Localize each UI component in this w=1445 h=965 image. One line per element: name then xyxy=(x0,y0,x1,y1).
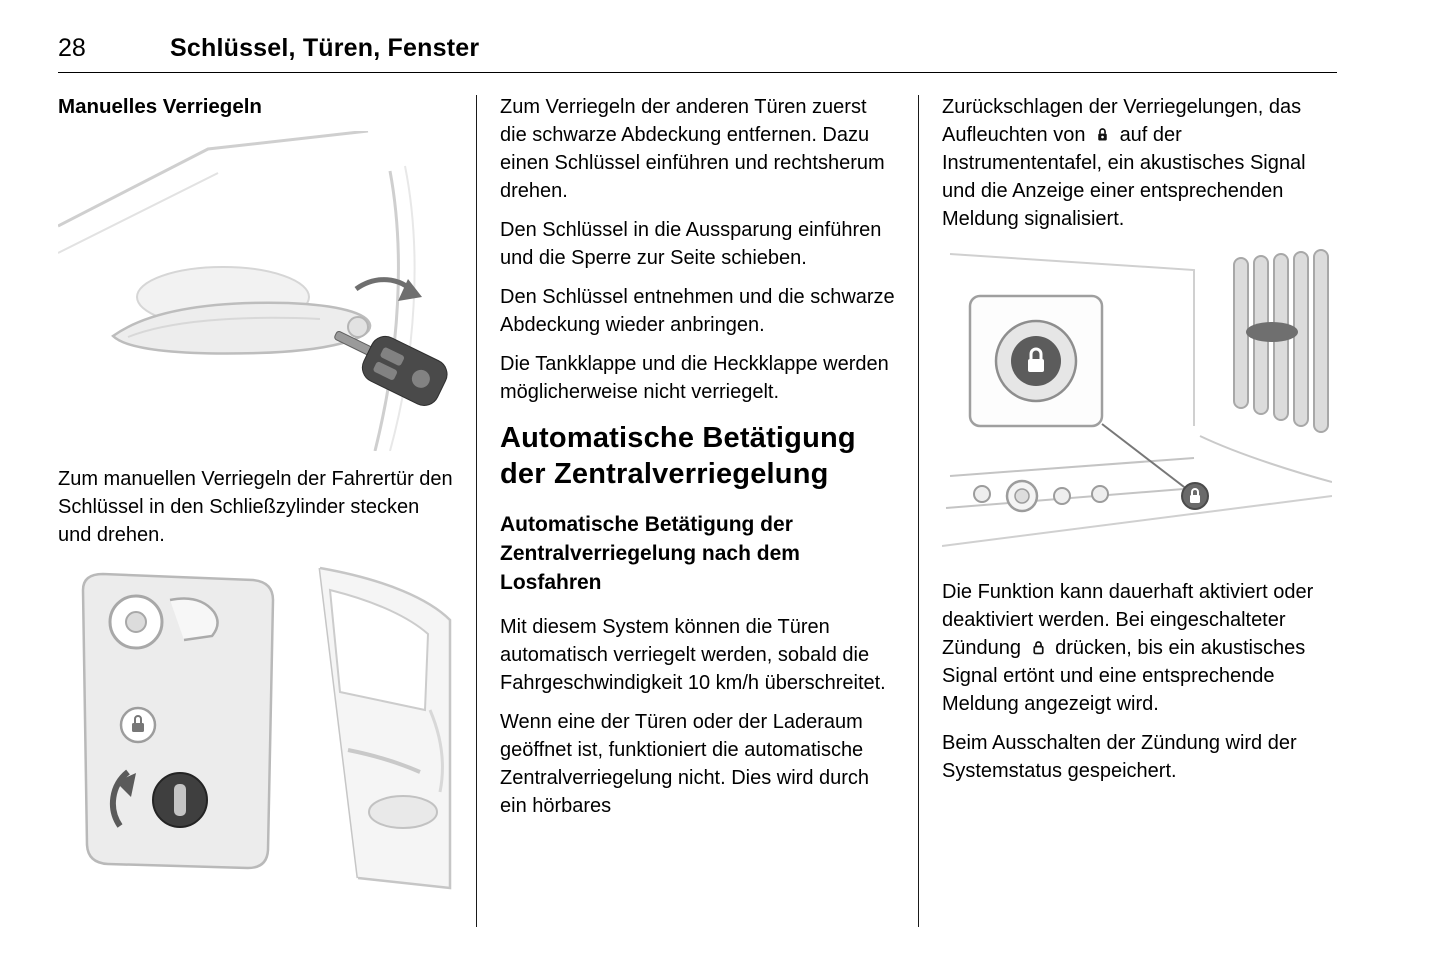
right-paragraph-1-before: Zurückschlagen der Verriegelungen, das Aufleuchten von xyxy=(942,96,1302,146)
center-console-lock-button-illustration xyxy=(942,244,1337,564)
right-paragraph-1 xyxy=(942,93,1337,233)
right-paragraph-2-before: Die Funktion kann dauerhaft aktiviert oder deaktiviert werden. Bei eingeschalteter Zündung xyxy=(942,581,1314,659)
subsection-heading-after-driveoff: Automatische Betätigung der Zentralverriegelung nach dem Losfahren xyxy=(500,513,800,594)
left-paragraph-1: Zum manuellen Verriegeln der Fahrertür den Schlüssel in den Schließzylinder stecken und drehen. xyxy=(58,468,453,546)
column-divider-left xyxy=(476,95,477,927)
page-number: 28 xyxy=(58,34,86,62)
page-title: Schlüssel, Türen, Fenster xyxy=(170,34,480,62)
rear-door-lock-drawing xyxy=(58,560,453,890)
header-rule xyxy=(58,72,1337,73)
door-handle-key-illustration xyxy=(58,131,453,451)
middle-paragraph-3: Den Schlüssel entnehmen und die schwarze Abdeckung wieder anbringen. xyxy=(500,286,895,336)
lock-button-icon xyxy=(1030,639,1047,656)
right-paragraph-2 xyxy=(942,578,1337,718)
right-paragraph-2-after: drücken, bis ein akustisches Signal ertönt und eine entsprechende Meldung angezeigt wird. xyxy=(942,637,1306,715)
page-header xyxy=(58,34,1387,63)
middle-paragraph-1: Zum Verriegeln der anderen Türen zuerst die schwarze Abdeckung entfernen. Dazu einen Schlüssel einführen und rechtsherum drehen. xyxy=(500,96,885,202)
right-paragraph-1-after: auf der Instrumententafel, ein akustisches Signal und die Anzeige einer entsprechenden Meldung signalisiert. xyxy=(942,124,1306,230)
right-paragraph-3: Beim Ausschalten der Zündung wird der Systemstatus gespeichert. xyxy=(942,732,1297,782)
column-middle xyxy=(500,93,895,927)
section-heading-auto-central-locking: Automatische Betätigung der Zentralverriegelung xyxy=(500,422,856,490)
middle-paragraph-6: Wenn eine der Türen oder der Laderaum geöffnet ist, funktioniert die automatische Zentralverriegelung nicht. Dies wird durch ein hörbares xyxy=(500,711,870,817)
middle-paragraph-4: Die Tankklappe und die Heckklappe werden möglicherweise nicht verriegelt. xyxy=(500,353,889,403)
column-left xyxy=(58,93,453,927)
center-console-drawing xyxy=(942,244,1332,564)
column-right xyxy=(942,93,1337,927)
content-columns xyxy=(58,93,1387,927)
column-divider-right xyxy=(918,95,919,927)
middle-paragraph-2: Den Schlüssel in die Aussparung einführen und die Sperre zur Seite schieben. xyxy=(500,219,882,269)
door-handle-key-drawing xyxy=(58,131,453,451)
rear-door-lock-illustration xyxy=(58,560,453,890)
middle-paragraph-5: Mit diesem System können die Türen automatisch verriegelt werden, sobald die Fahrgeschwindigkeit 10 km/h überschreitet. xyxy=(500,616,886,694)
lock-indicator-icon xyxy=(1094,126,1111,143)
section-heading-manual-lock: Manuelles Verriegeln xyxy=(58,95,262,118)
vent-handle xyxy=(1246,322,1298,342)
